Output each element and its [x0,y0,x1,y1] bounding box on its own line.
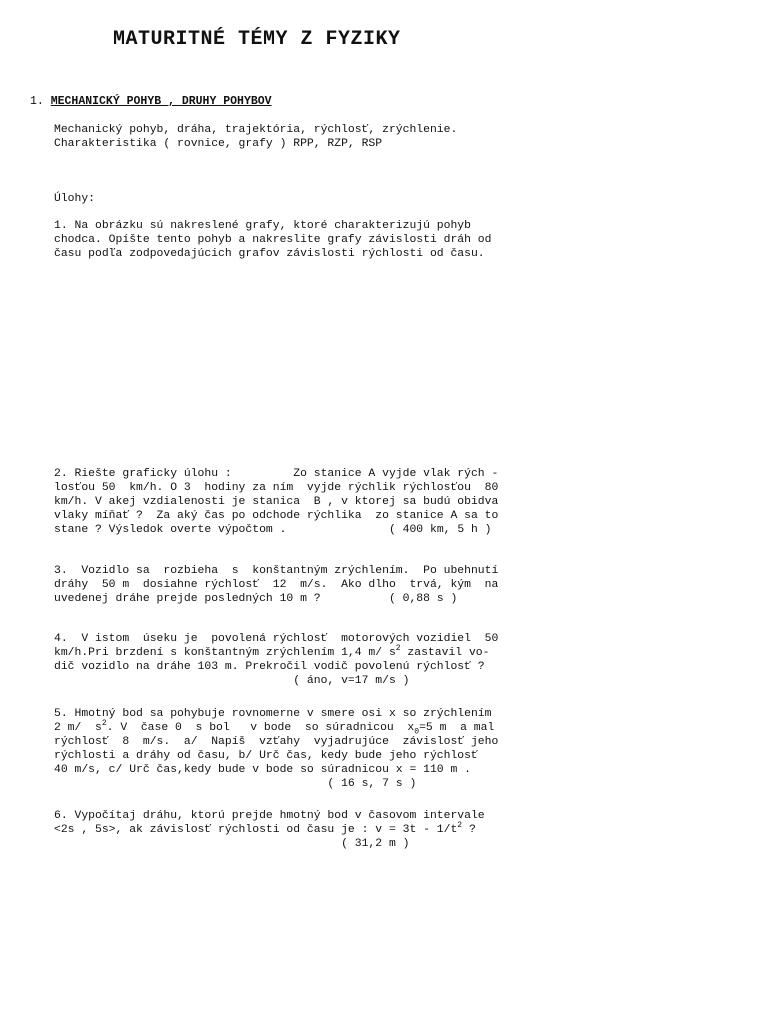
task-line: 3. Vozidlo sa rozbieha s konštantným zrýchlením. Po ubehnutí [54,565,499,577]
superscript: 2 [101,719,107,729]
task-line: stane ? Výsledok overte výpočtom . [54,524,287,536]
task-3 [54,564,564,606]
task-line: času podľa zodpovedajúcich grafov závislosti rýchlosti od času. [54,248,485,260]
superscript: 2 [457,821,463,831]
task-answer: ( 16 s, 7 s ) [327,778,417,790]
task-line: 2. Riešte graficky úlohu : Zo stanice A vyjde vlak rých - [54,468,499,480]
task-line: dráhy 50 m dosiahne rýchlosť 12 m/s. Ako dlho trvá, kým na [54,579,499,591]
task-6 [54,809,564,851]
task-line: losťou 50 km/h. O 3 hodiny za ním vyjde rýchlik rýchlosťou 80 [54,482,499,494]
task-answer: ( 400 km, 5 h ) [388,524,492,536]
tasks-label: Úlohy: [54,193,96,205]
task-line: 6. Vypočítaj dráhu, ktorú prejde hmotný bod v časovom intervale [54,810,485,822]
task-line: rýchlosť 8 m/s. a/ Napíš vzťahy vyjadrujúce závislosť jeho [54,736,499,748]
task-line: . V čase 0 s bol v bode so súradnicou x [106,722,415,734]
task-answer: ( 0,88 s ) [388,593,458,605]
intro-paragraph [54,123,564,151]
intro-line: Charakteristika ( rovnice, grafy ) RPP, RZP, RSP [54,138,383,150]
section-heading [30,95,272,108]
task-1 [54,219,564,261]
section-title: MECHANICKÝ POHYB , DRUHY POHYBOV [50,95,272,108]
task-line: =5 m a mal [419,722,495,734]
task-line: ? [462,824,476,836]
task-2 [54,467,564,537]
page-title: MATURITNÉ TÉMY Z FYZIKY [113,28,401,51]
task-answer: ( 31,2 m ) [341,838,410,850]
task-line: zastavil vo- [400,647,490,659]
task-line: <2s , 5s>, ak závislosť rýchlosti od času je : v = 3t - 1/t [54,824,458,836]
subscript: 0 [414,727,420,737]
task-line: vlaky míňať ? Za aký čas po odchode rýchlika zo stanice A sa to [54,510,499,522]
superscript: 2 [395,644,401,654]
task-line: rýchlosti a dráhy od času, b/ Urč čas, kedy bude jeho rýchlosť [54,750,478,762]
task-line: 4. V istom úseku je povolená rýchlosť motorových vozidiel 50 [54,633,499,645]
task-answer: ( áno, v=17 m/s ) [293,675,410,687]
task-line: km/h.Pri brzdení s konštantným zrýchlením 1,4 m/ s [54,647,396,659]
task-line: dič vozidlo na dráhe 103 m. Prekročil vodič povolenú rýchlosť ? [54,661,485,673]
intro-line: Mechanický pohyb, dráha, trajektória, rýchlosť, zrýchlenie. [54,124,458,136]
task-line: 5. Hmotný bod sa pohybuje rovnomerne v smere osi x so zrýchlením [54,708,492,720]
section-number: 1. [30,95,44,108]
task-line: 2 m/ s [54,722,102,734]
task-line: uvedenej dráhe prejde posledných 10 m ? [54,593,321,605]
task-5 [54,707,564,791]
task-line: 1. Na obrázku sú nakreslené grafy, ktoré charakterizujú pohyb [54,220,471,232]
task-line: chodca. Opíšte tento pohyb a nakreslite grafy závislosti dráh od [54,234,492,246]
task-line: km/h. V akej vzdialenosti je stanica B , v ktorej sa budú obidva [54,496,499,508]
task-line: 40 m/s, c/ Urč čas,kedy bude v bode so súradnicou x = 110 m . [54,764,471,776]
task-4 [54,632,564,688]
